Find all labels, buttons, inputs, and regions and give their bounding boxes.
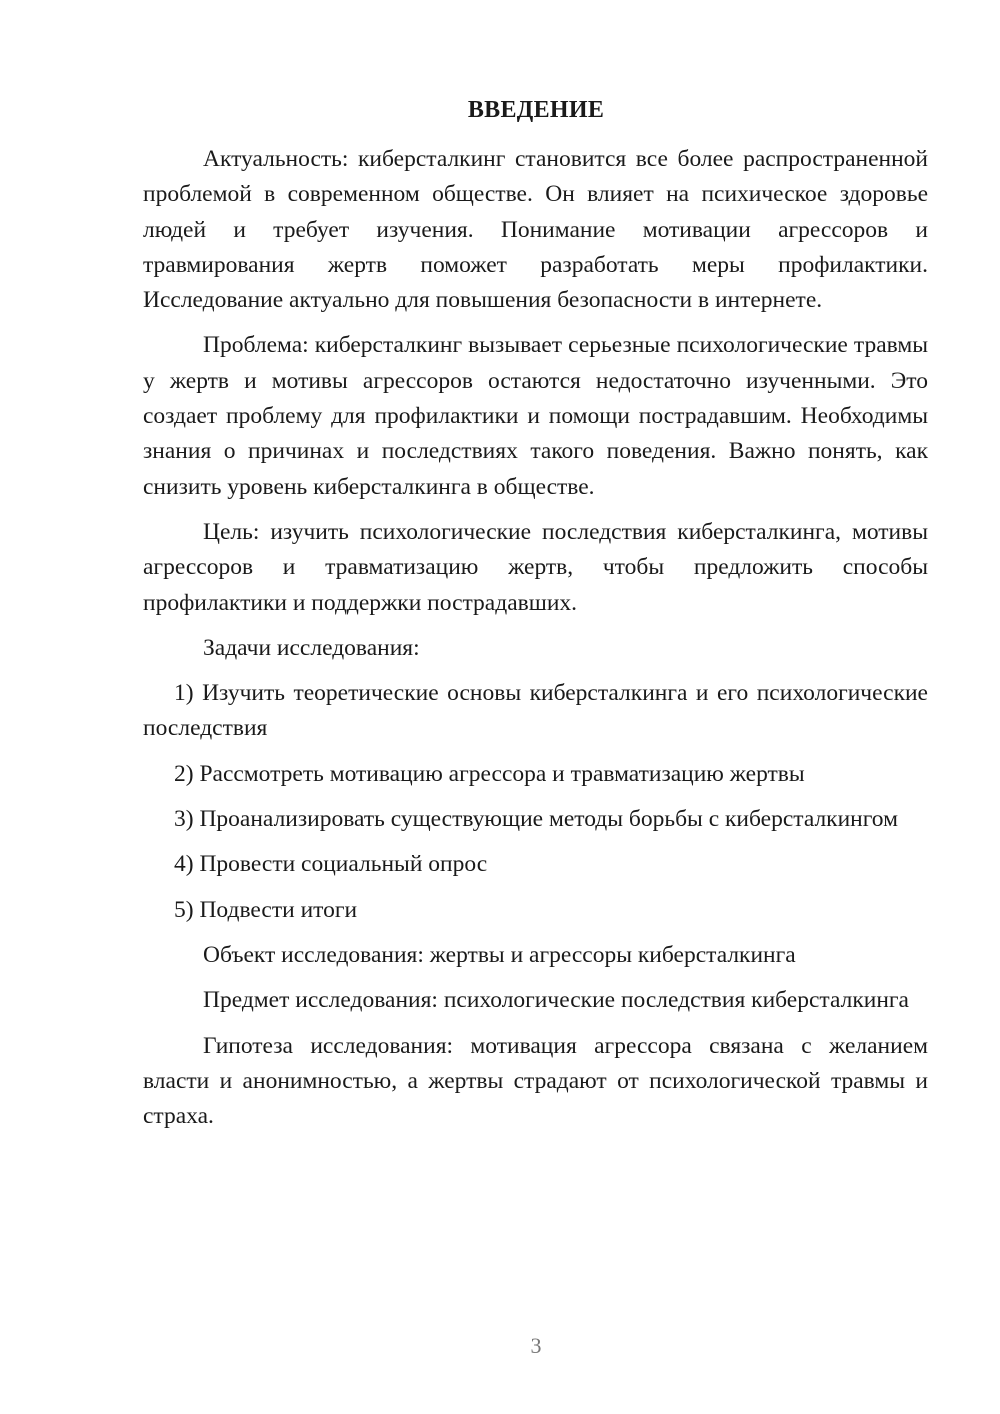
body-text (143, 142, 928, 1144)
paragraph-relevance: Актуальность: киберсталкинг становится все более распространенной проблемой в современном обществе. Он влияет на психическое здоровье людей и требует изучения. Понимание мотивации агрессоров и травмирования жертв поможет разработать меры профилактики. Исследование актуально для повышения безопасности в интернете. (143, 146, 928, 314)
paragraph-hypothesis: Гипотеза исследования: мотивация агрессора связана с желанием власти и анонимностью, а жертвы страдают от психологической травмы и страха. (143, 1032, 928, 1130)
list-item: 1) Изучить теоретические основы киберсталкинга и его психологические последствия (143, 680, 928, 742)
page-title: ВВЕДЕНИЕ (467, 97, 605, 123)
list-item: 3) Проанализировать существующие методы борьбы с киберсталкингом (174, 806, 898, 833)
list-item: 2) Рассмотреть мотивацию агрессора и травматизацию жертвы (174, 760, 805, 787)
page-number: 3 (530, 1333, 542, 1358)
list-item: 5) Подвести итоги (174, 896, 358, 923)
paragraph-subject: Предмет исследования: психологические последствия киберсталкинга (203, 987, 909, 1014)
paragraph-goal: Цель: изучить психологические последствия киберсталкинга, мотивы агрессоров и травматизацию жертв, чтобы предложить способы профилактики и поддержки пострадавших. (143, 518, 928, 616)
list-item: 4) Провести социальный опрос (174, 851, 488, 878)
paragraph-tasks-heading: Задачи исследования: (203, 634, 420, 661)
paragraph-object: Объект исследования: жертвы и агрессоры киберсталкинга (203, 941, 796, 968)
paragraph-problem: Проблема: киберсталкинг вызывает серьезные психологические травмы у жертв и мотивы агрессоров остаются недостаточно изученными. Это создает проблему для профилактики и помощи пострадавшим. Необходимы знания о причинах и последствиях такого поведения. Важно понять, как снизить уровень киберсталкинга в обществе. (143, 332, 928, 500)
